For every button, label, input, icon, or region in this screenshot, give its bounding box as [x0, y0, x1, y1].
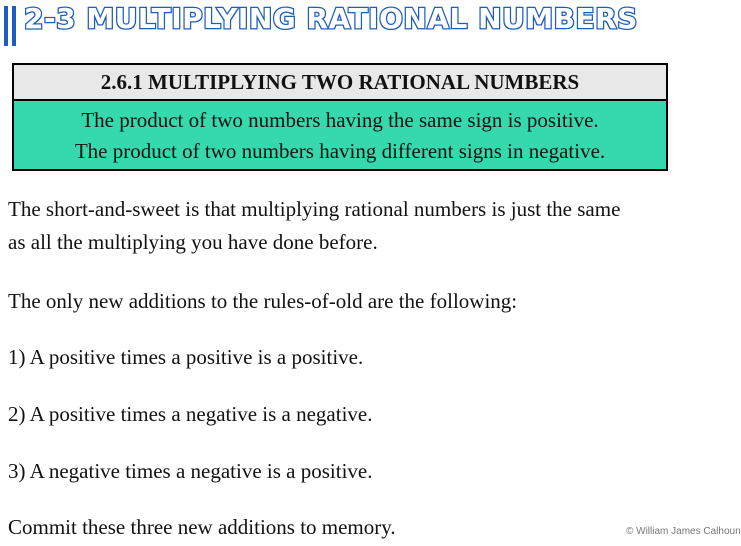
new-rules-intro: The only new additions to the rules-of-old are the following: — [8, 289, 518, 313]
intro-line: The short-and-sweet is that multiplying rational numbers is just the same — [8, 197, 621, 221]
closing-line: Commit these three new additions to memory. — [8, 515, 396, 539]
intro-line: as all the multiplying you have done before. — [8, 230, 378, 254]
rule-item: 1) A positive times a positive is a positive. — [8, 345, 364, 369]
title-accent-bar-left — [4, 6, 8, 46]
rule-item: 2) A positive times a negative is a negative. — [8, 402, 373, 426]
rule-item: 3) A negative times a negative is a positive. — [8, 459, 373, 483]
definition-heading: 2.6.1 MULTIPLYING TWO RATIONAL NUMBERS — [14, 65, 666, 101]
definition-rule: The product of two numbers having different signs in negative. — [74, 139, 606, 163]
slide-title: 2-3 MULTIPLYING RATIONAL NUMBERS — [24, 2, 638, 35]
title-accent-bar-right — [12, 6, 16, 46]
definition-body — [14, 101, 666, 167]
copyright-notice: © William James Calhoun — [626, 526, 741, 537]
definition-rule: The product of two numbers having the same sign is positive. — [81, 108, 599, 132]
definition-box — [12, 63, 668, 171]
